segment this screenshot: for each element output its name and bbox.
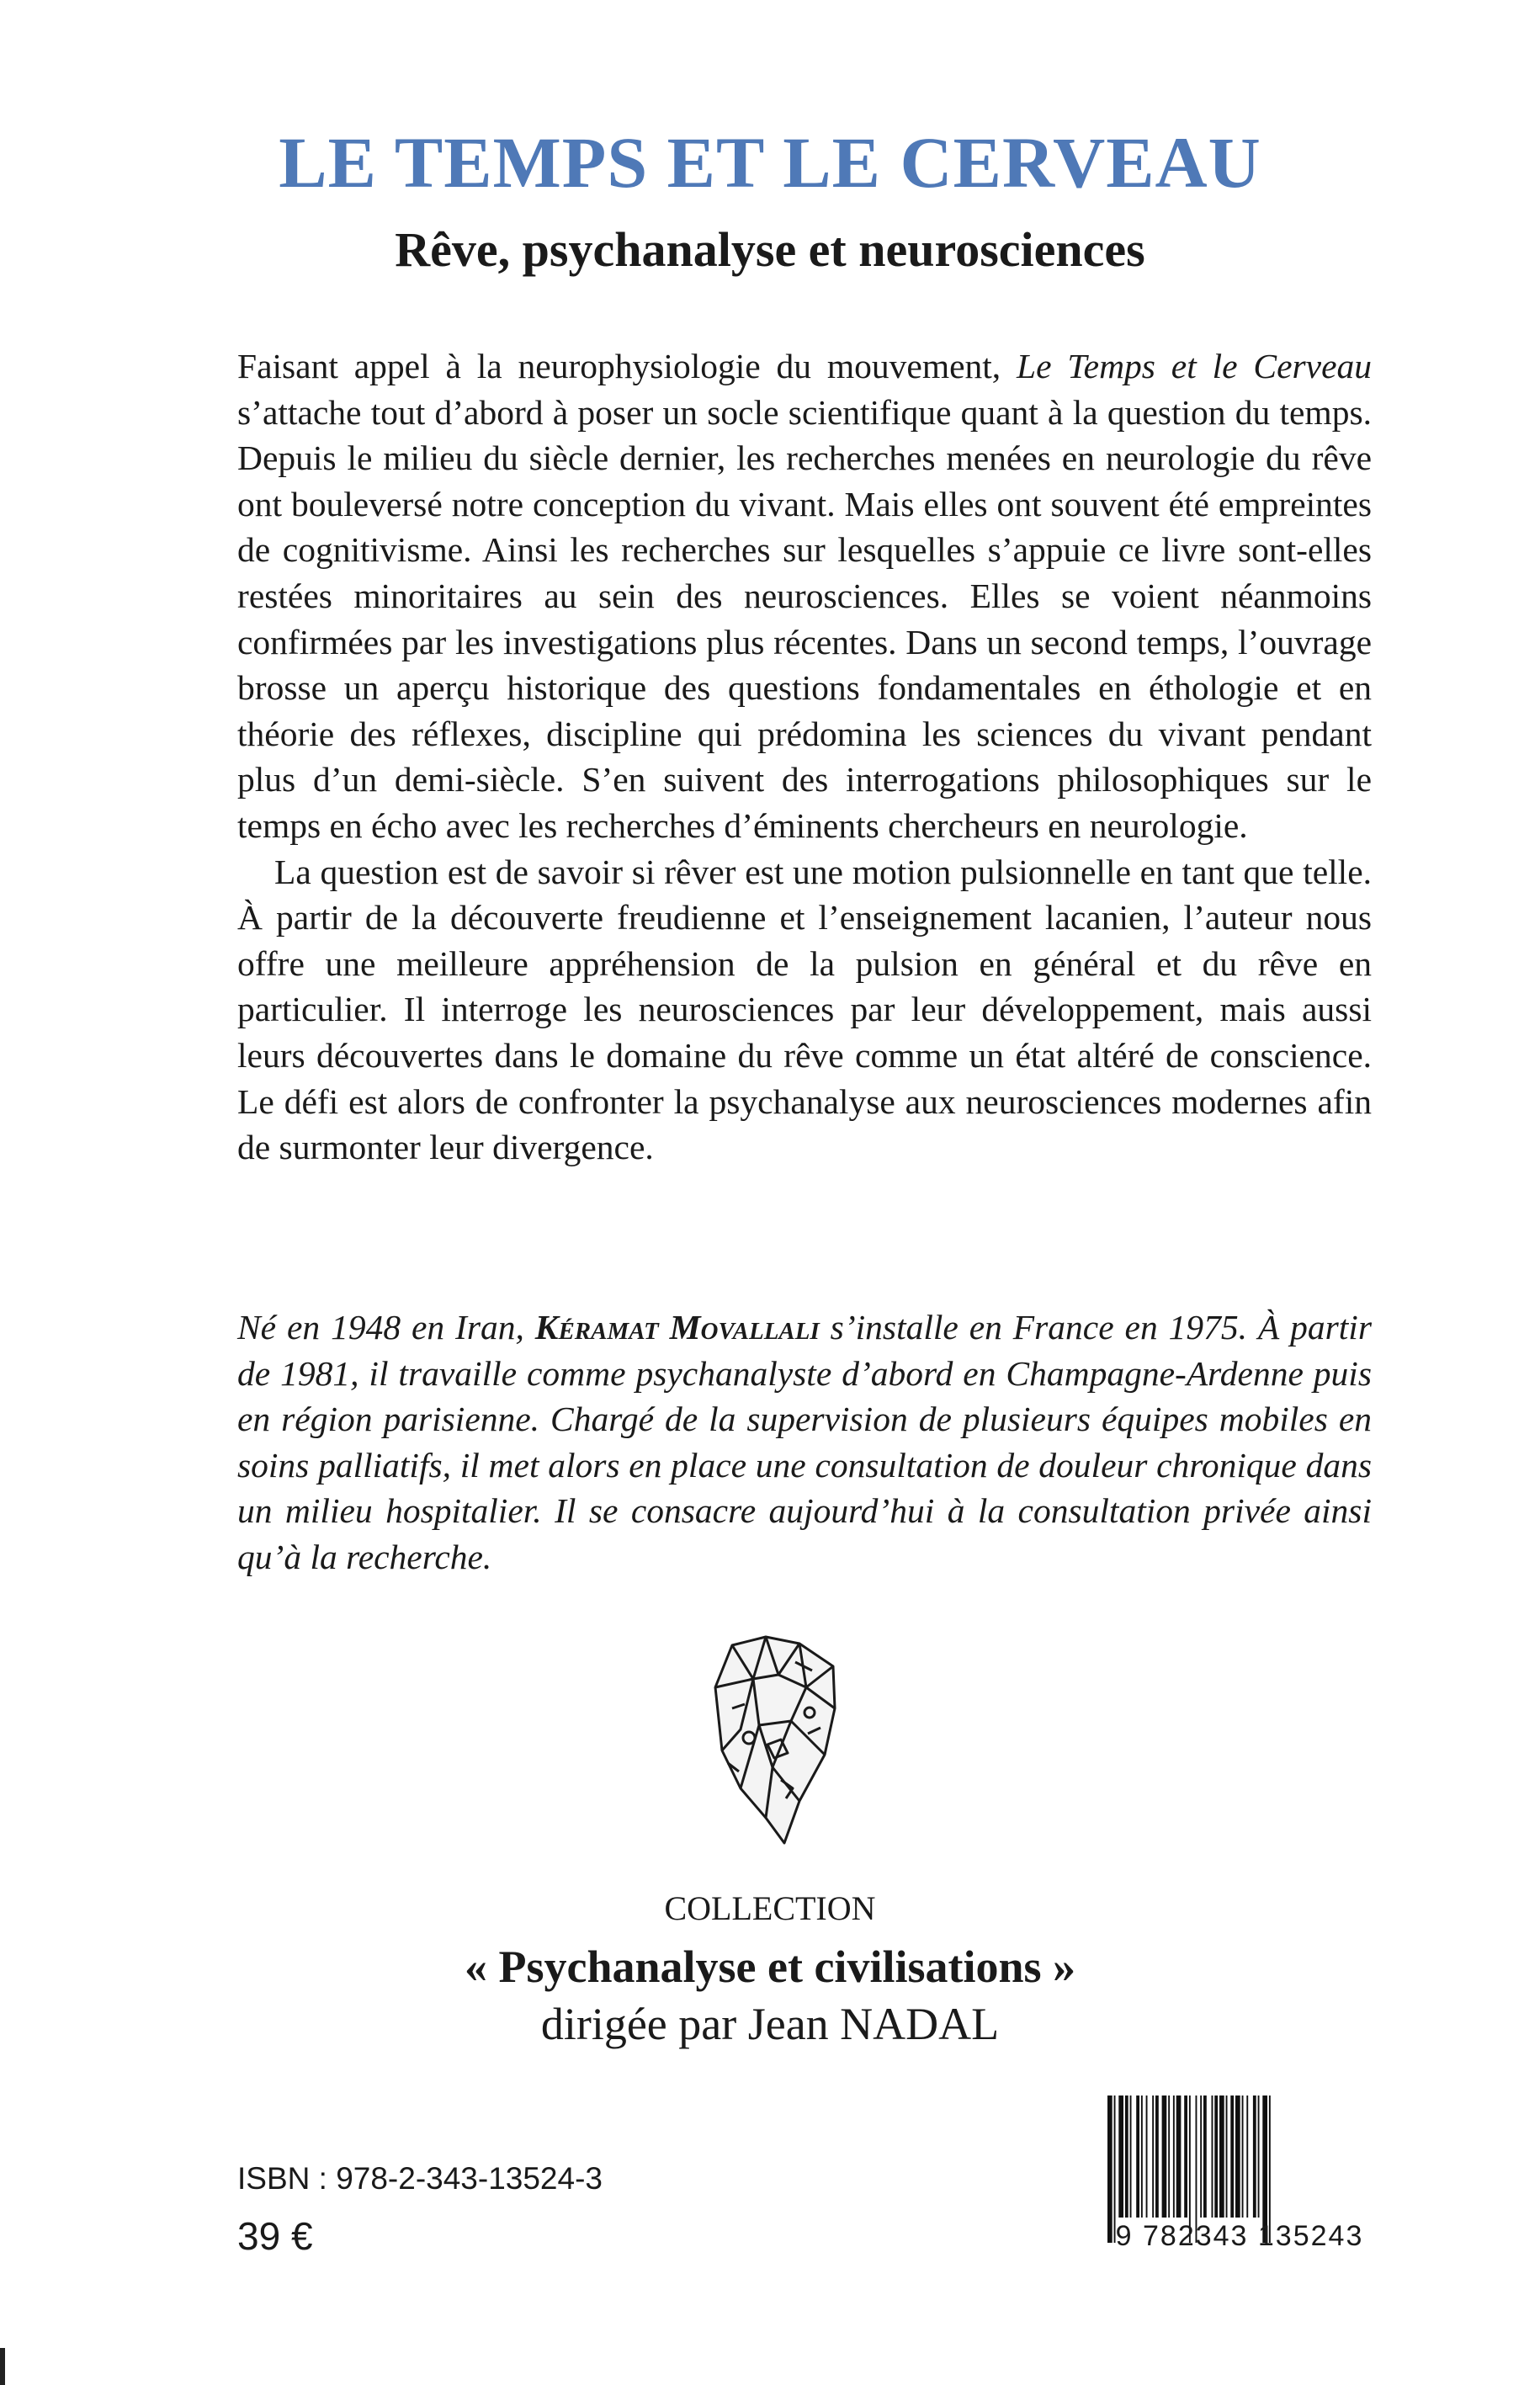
summary-p1-start: Faisant appel à la neurophysiologie du mouvement, [237, 347, 1017, 385]
bio-start: Né en 1948 en Iran, [237, 1308, 535, 1347]
summary-paragraph-1 [237, 343, 1372, 849]
publisher-logo-icon [707, 1628, 842, 1851]
author-name: Kéramat Movallali [534, 1308, 820, 1347]
book-title: LE TEMPS ET LE CERVEAU [279, 122, 1261, 203]
author-bio [237, 1304, 1372, 1580]
bio-rest: s’installe en France en 1975. À partir de 1981, il travaille comme psychanalyste d’abord en Champagne-Ardenne puis en région parisienne. Chargé de la supervision de plusieurs équipes mobiles en soins palliatifs, il met alors en place une consultation de douleur chronique dans un milieu hospitalier. Il se consacre aujourd’hui à la consultation privée ainsi qu’à la recherche. [237, 1308, 1372, 1576]
summary-title-italic: Le Temps et le Cerveau [1017, 347, 1372, 385]
summary-paragraph-2: La question est de savoir si rêver est une motion pulsionnelle en tant que telle. À partir de la découverte freudienne et l’enseignement lacanien, l’auteur nous offre une meilleure appréhension de la pulsion en général et du rêve en particulier. Il interroge les neurosciences par leur développement, mais aussi leurs découvertes dans le domaine du rêve comme un état altéré de conscience. Le défi est alors de confronter la psychanalyse aux neurosciences modernes afin de surmonter leur divergence. [237, 852, 1372, 1167]
isbn: ISBN : 978-2-343-13524-3 [237, 2161, 603, 2196]
crop-mark [0, 2348, 5, 2385]
price: 39 € [237, 2214, 313, 2258]
summary-text [237, 343, 1372, 1171]
collection-name: « Psychanalyse et civilisations » [465, 1941, 1075, 1992]
collection-director: dirigée par Jean NADAL [540, 1999, 1000, 2049]
book-subtitle: Rêve, psychanalyse et neurosciences [395, 222, 1145, 277]
collection-label: COLLECTION [664, 1889, 876, 1927]
summary-p1-rest: s’attache tout d’abord à poser un socle scientifique quant à la question du temps. Depuis le milieu du siècle dernier, les recherches menées en neurologie du rêve ont bouleversé notre conception du vivant. Mais elles ont souvent été empreintes de cognitivisme. Ainsi les recherches sur lesquelles s’appuie ce livre sont-elles restées minoritaires au sein des neurosciences. Elles se voient néanmoins confirmées par les investigations plus récentes. Dans un second temps, l’ouvrage brosse un aperçu historique des questions fondamentales en éthologie et en théorie des réflexes, discipline qui prédomina les sciences du vivant pendant plus d’un demi-siècle. S’en suivent des interrogations philosophiques sur le temps en écho avec les recherches d’éminents chercheurs en neurologie. [237, 392, 1372, 845]
barcode-digits: 9 782343 135243 [1115, 2220, 1364, 2252]
